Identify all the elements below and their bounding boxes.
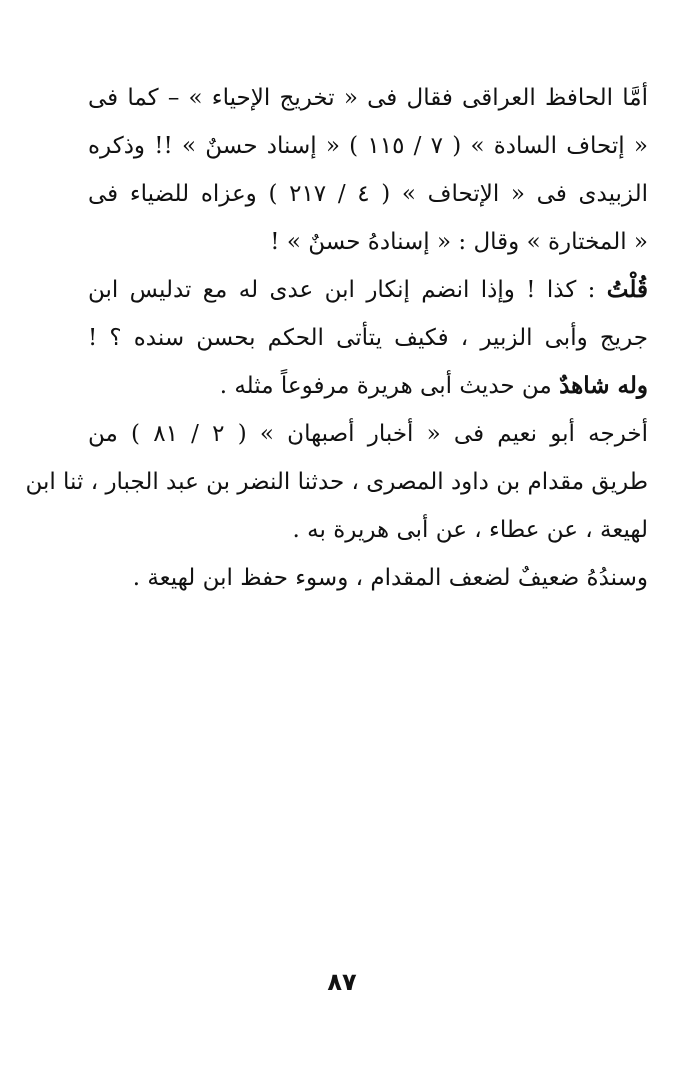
paragraph-4-line-3: لهيعة ، عن عطاء ، عن أبى هريرة به . xyxy=(292,517,648,543)
paragraph-5-line: وسندُهُ ضعيفٌ لضعف المقدام ، وسوء حفظ ابن لهيعة . xyxy=(132,565,648,591)
paragraph-2-first-line-rest: : كذا ! وإذا انضم إنكار ابن عدى له مع تدليس ابن xyxy=(88,277,607,303)
paragraph-1-line-4: « المختارة » وقال : « إسنادهُ حسنٌ » ! xyxy=(270,229,648,255)
paragraph-2-line-2: جريج وأبى الزبير ، فكيف يتأتى الحكم بحسن سنده ؟ ! xyxy=(88,325,648,351)
paragraph-4-line-2: طريق مقدام بن داود المصرى ، حدثنا النضر بن عبد الجبار ، ثنا ابن xyxy=(25,469,648,495)
paragraph-1-line-1: أمَّا الحافظ العراقى فقال فى « تخريج الإحياء » – كما فى xyxy=(88,85,648,111)
paragraph-2-line-1 xyxy=(88,266,648,314)
paragraph-3-lead: وله شاهدٌ xyxy=(559,372,648,399)
paragraph-4-line-1: أخرجه أبو نعيم فى « أخبار أصبهان » ( ٢ / ٨١ ) من xyxy=(88,421,648,447)
paragraph-3-rest: من حديث أبى هريرة مرفوعاً مثله . xyxy=(219,373,560,399)
paragraph-1-line-2: « إتحاف السادة » ( ٧ / ١١٥ ) « إسناد حسنٌ » !! وذكره xyxy=(88,133,648,159)
body-text xyxy=(25,74,648,602)
paragraph-1-line-3: الزبيدى فى « الإتحاف » ( ٤ / ٢١٧ ) وعزاه للضياء فى xyxy=(88,181,648,207)
page-number: ٨٧ xyxy=(327,968,357,996)
paragraph-3-line xyxy=(88,362,648,410)
paragraph-2-lead: قُلْتُ xyxy=(606,276,648,303)
